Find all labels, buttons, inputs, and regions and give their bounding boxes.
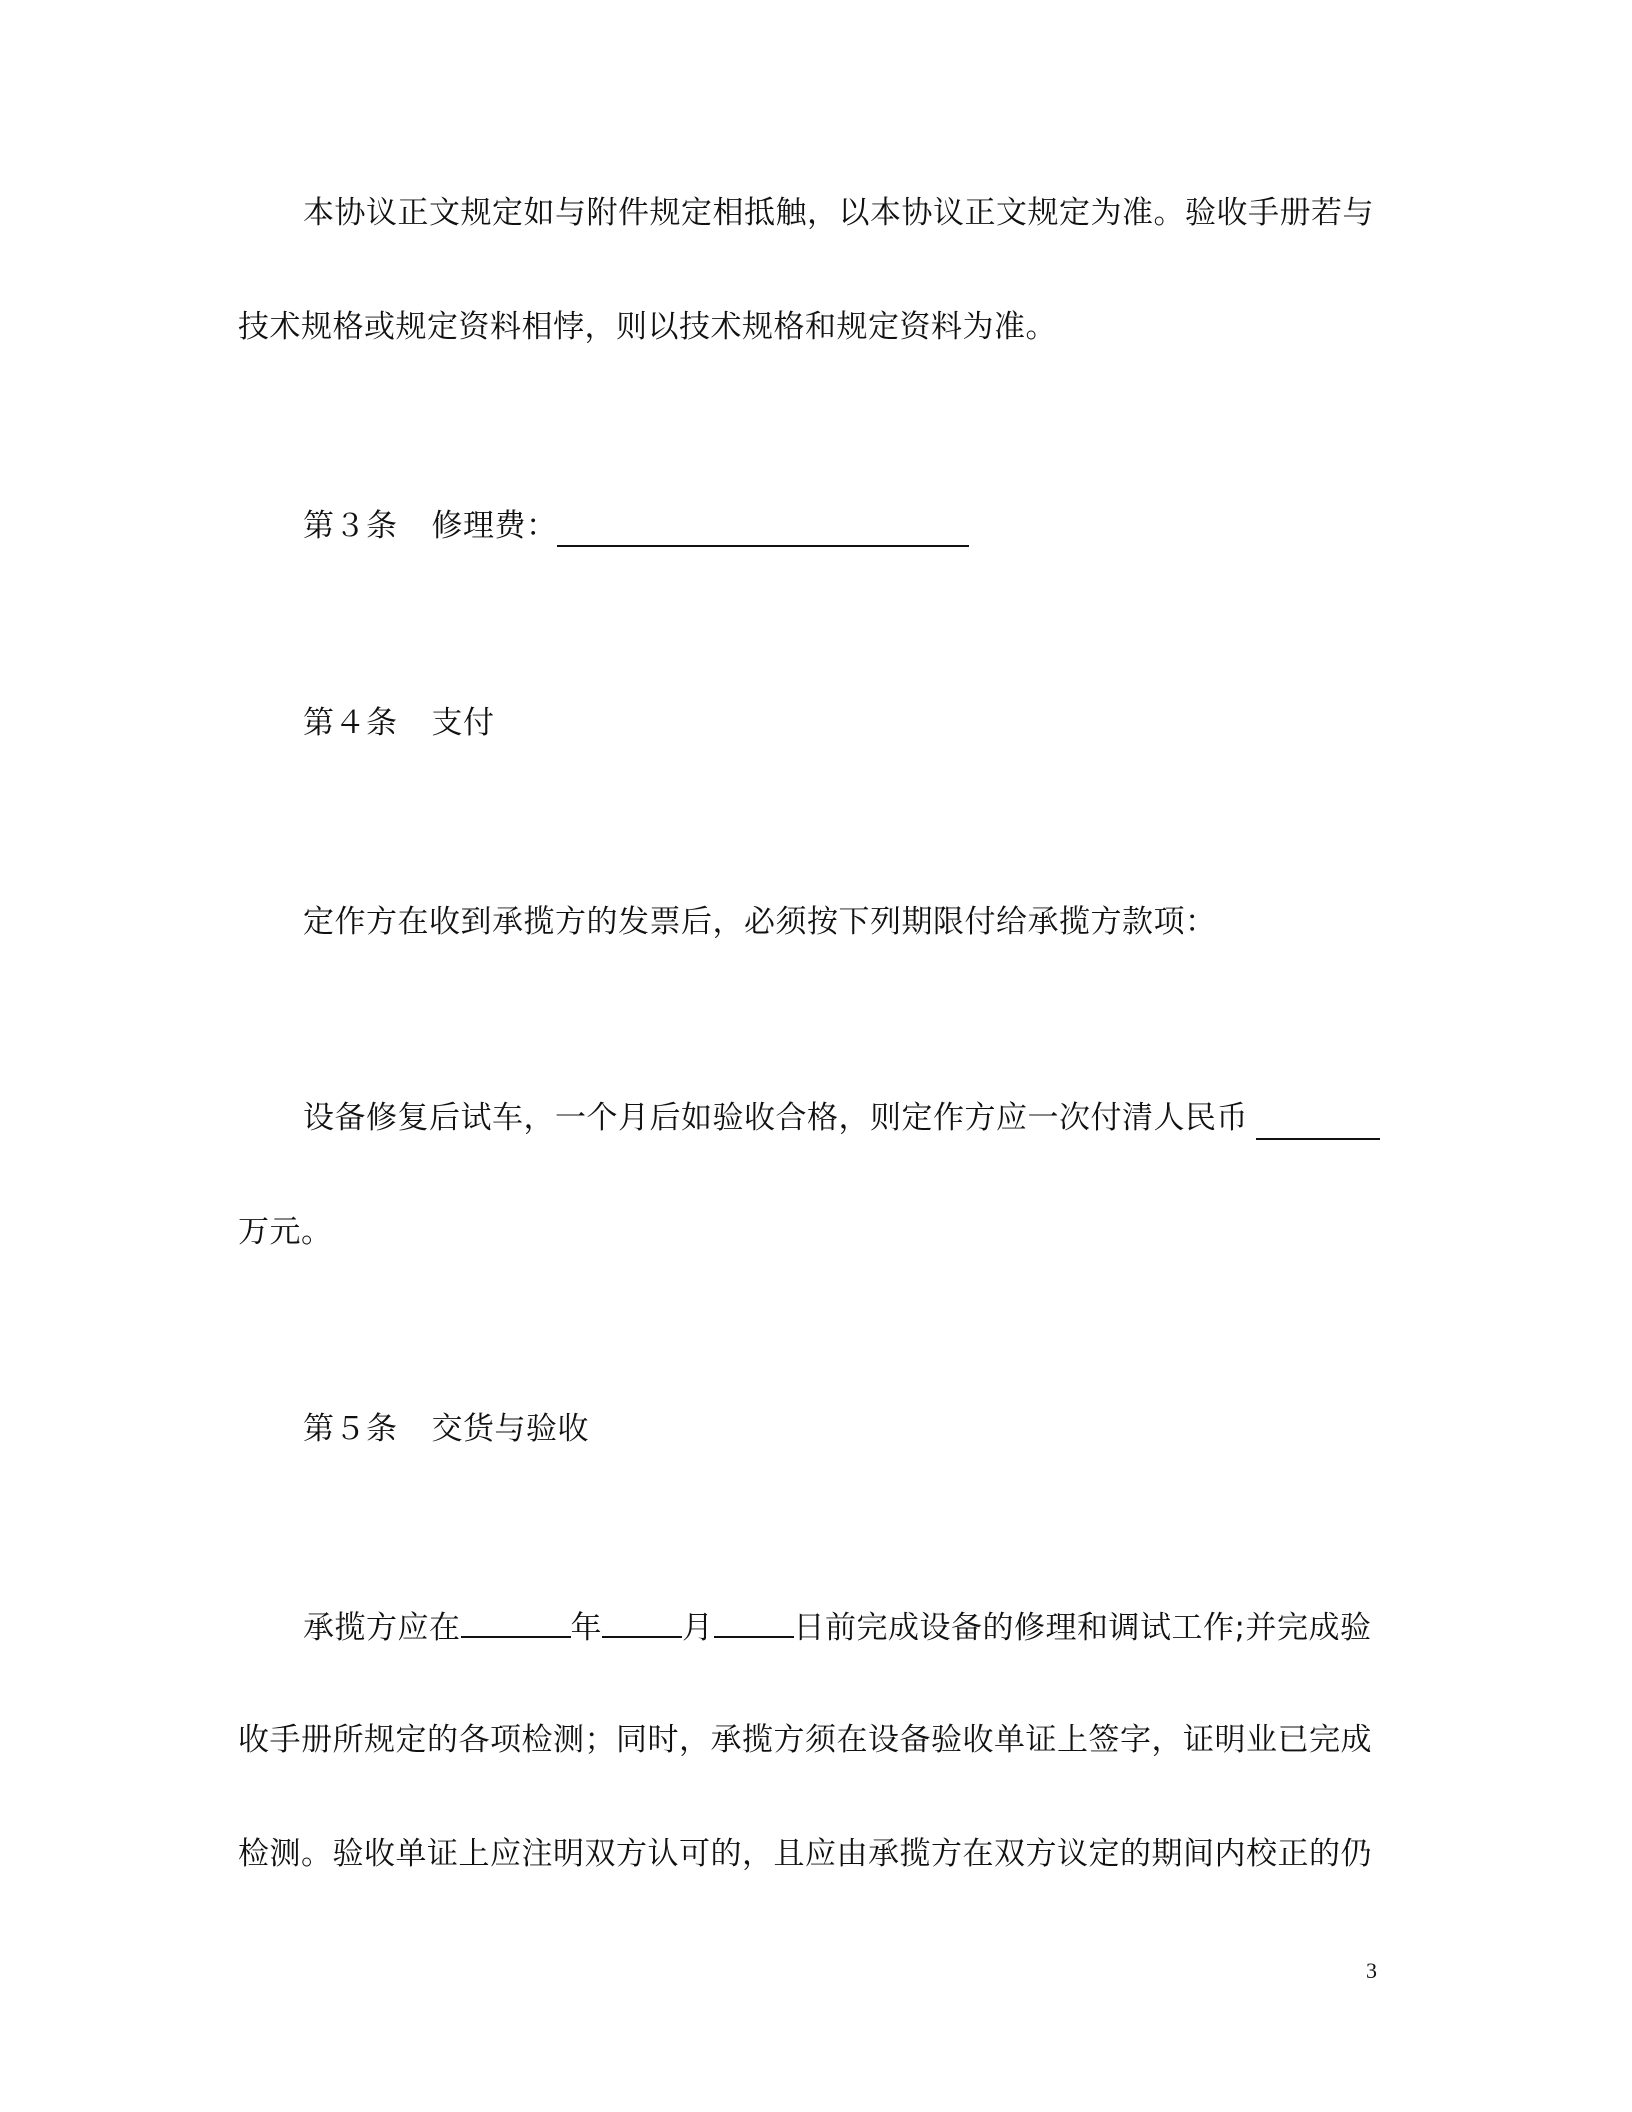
article-4-heading	[303, 703, 495, 743]
article-5-title: 交货与验收	[431, 1411, 589, 1447]
day-blank	[714, 1606, 794, 1638]
paragraph-3-line-2: 万元。	[238, 1214, 333, 1250]
month-blank	[602, 1606, 682, 1638]
year-label: 年	[570, 1610, 602, 1646]
paragraph-1-line-1: 本协议正文规定如与附件规定相抵触，以本协议正文规定为准。验收手册若与	[303, 195, 1374, 231]
paragraph-2: 定作方在收到承揽方的发票后，必须按下列期限付给承揽方款项：	[303, 904, 1217, 940]
year-blank	[461, 1606, 571, 1638]
payment-amount-blank	[1256, 1138, 1380, 1140]
repair-fee-blank	[557, 545, 969, 547]
page-number: 3	[1366, 1958, 1377, 1983]
article-4-number: 第４条	[303, 705, 398, 741]
paragraph-3-line-1: 设备修复后试车，一个月后如验收合格，则定作方应一次付清人民币	[303, 1100, 1248, 1136]
article-4-title: 支付	[431, 705, 495, 741]
article-3-number: 第３条	[303, 508, 398, 544]
article-3-heading	[303, 506, 558, 546]
article-5-number: 第５条	[303, 1411, 398, 1447]
article-5-heading	[303, 1409, 589, 1449]
paragraph-1-line-2: 技术规格或规定资料相悖，则以技术规格和规定资料为准。	[238, 309, 1057, 345]
article-3-title: 修理费：	[431, 508, 558, 544]
paragraph-4-line-3: 检测。验收单证上应注明双方认可的，且应由承揽方在双方议定的期间内校正的仍	[238, 1836, 1372, 1872]
paragraph-4-part-1: 承揽方应在	[303, 1610, 461, 1646]
month-label: 月	[682, 1610, 714, 1646]
paragraph-4-line-2: 收手册所规定的各项检测；同时，承揽方须在设备验收单证上签字，证明业已完成	[238, 1722, 1372, 1758]
paragraph-4-rest: 日前完成设备的修理和调试工作;并完成验	[793, 1610, 1372, 1646]
paragraph-4-line-1	[303, 1606, 1371, 1648]
